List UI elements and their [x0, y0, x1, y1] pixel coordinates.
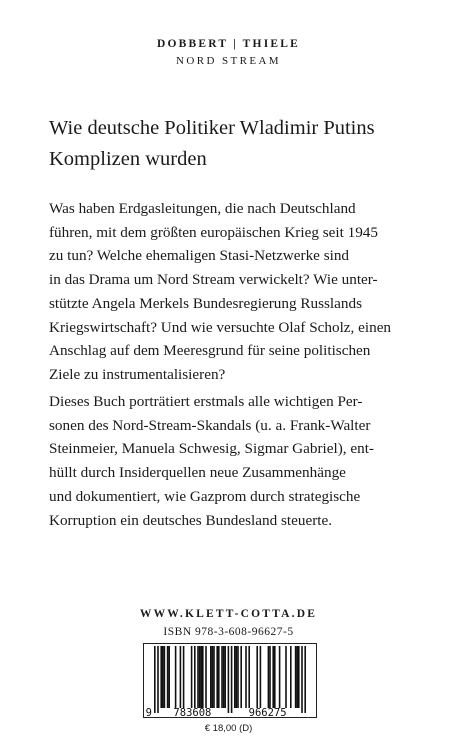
barcode-bar	[231, 646, 233, 713]
barcode-bar	[290, 646, 292, 708]
barcode-bar	[274, 646, 276, 708]
subtitle-line-1: Wie deutsche Politiker Wladimir Putins	[49, 117, 375, 139]
barcode-bar	[213, 646, 215, 708]
barcode-bar	[223, 646, 225, 708]
blurb-line: Ziele zu instrumentalisieren?	[49, 365, 226, 383]
blurb-line: und dokumentiert, wie Gazprom durch strategische	[49, 487, 361, 505]
barcode-bar	[295, 646, 297, 708]
barcode-bar	[191, 646, 193, 708]
barcode-graphic	[143, 643, 317, 718]
barcode-bar	[224, 646, 226, 708]
barcode-bar	[268, 646, 270, 708]
blurb-line: sonen des Nord-Stream-Skandals (u. a. Frank-Walter	[49, 416, 371, 434]
barcode-bar	[157, 646, 159, 713]
barcode-bar	[160, 646, 162, 708]
barcode-bar	[236, 646, 238, 708]
author-names: DOBBERT | THIELE	[156, 38, 300, 50]
blurb-line: hüllt durch Insiderquellen neue Zusammenhänge	[49, 464, 346, 482]
barcode-bar	[194, 646, 196, 708]
barcode-bar	[210, 646, 212, 708]
barcode-bar	[260, 646, 262, 708]
barcode-bar	[256, 646, 258, 708]
blurb-line: Steinmeier, Manuela Schwesig, Sigmar Gabriel), ent-	[49, 440, 374, 458]
blurb-line: führen, mit dem größten europäischen Krieg seit 1945	[49, 223, 378, 241]
barcode-bar	[234, 646, 236, 708]
blurb-line: Anschlag auf dem Meeresgrund für seine politischen	[49, 342, 371, 360]
barcode-bar	[164, 646, 166, 708]
blurb-line: Korruption ein deutsches Bundesland steuerte.	[49, 511, 333, 529]
barcode-bar	[218, 646, 220, 708]
barcode-bar	[197, 646, 199, 708]
barcode-bar	[237, 646, 239, 708]
barcode-bar	[212, 646, 214, 708]
barcode-bar	[199, 646, 201, 708]
blurb-paragraph-2	[49, 390, 421, 532]
barcode-bar	[279, 646, 281, 708]
book-subtitle	[49, 113, 429, 175]
barcode-bar	[248, 646, 250, 708]
blurb-line: Kriegswirtschaft? Und wie versuchte Olaf Scholz, einen	[49, 318, 392, 336]
barcode-bar	[154, 646, 156, 713]
publisher-website: WWW.KLETT-COTTA.DE	[139, 608, 318, 620]
barcode-bar	[167, 646, 169, 708]
blurb-line: Was haben Erdgasleitungen, die nach Deutschland	[49, 200, 356, 217]
barcode-bar	[180, 646, 182, 708]
subtitle-line-2: Komplizen wurden	[49, 148, 207, 170]
barcode-bar	[216, 646, 218, 708]
barcode-bar	[183, 646, 185, 708]
blurb-line: stützte Angela Merkels Bundesregierung Russlands	[49, 294, 362, 312]
barcode-bar	[221, 646, 223, 708]
barcode-digits: 966275	[248, 707, 287, 718]
barcode-bar	[205, 646, 207, 708]
barcode-digits: 9	[145, 707, 152, 718]
barcode-bar	[285, 646, 287, 708]
barcode-bar	[304, 646, 306, 713]
barcode-bar	[202, 646, 204, 708]
barcode-bar	[162, 646, 164, 708]
blurb-line: in das Drama um Nord Stream verwickelt? Wie unter-	[49, 271, 378, 289]
cover-header	[0, 37, 457, 69]
blurb-line: Dieses Buch porträtiert erstmals alle wichtigen Per-	[49, 393, 363, 410]
barcode-bar	[240, 646, 242, 708]
barcode-bar	[301, 646, 303, 713]
isbn-barcode	[143, 643, 317, 718]
barcode-digits: 783608	[173, 707, 212, 718]
book-series-title: NORD STREAM	[176, 55, 281, 67]
barcode-bar	[175, 646, 177, 708]
blurb-line: zu tun? Welche ehemaligen Stasi-Netzwerke sind	[49, 247, 350, 265]
barcode-bar	[245, 646, 247, 708]
isbn-number: ISBN 978-3-608-96627-5	[163, 626, 294, 638]
barcode-bar	[296, 646, 298, 708]
barcode-bar	[272, 646, 274, 708]
barcode-bar	[298, 646, 300, 708]
blurb-paragraph-1	[49, 197, 421, 387]
barcode-bar	[269, 646, 271, 708]
barcode-bar	[168, 646, 170, 708]
barcode-bar	[228, 646, 230, 713]
price-label: € 18,00 (D)	[204, 723, 253, 734]
barcode-bar	[200, 646, 202, 708]
